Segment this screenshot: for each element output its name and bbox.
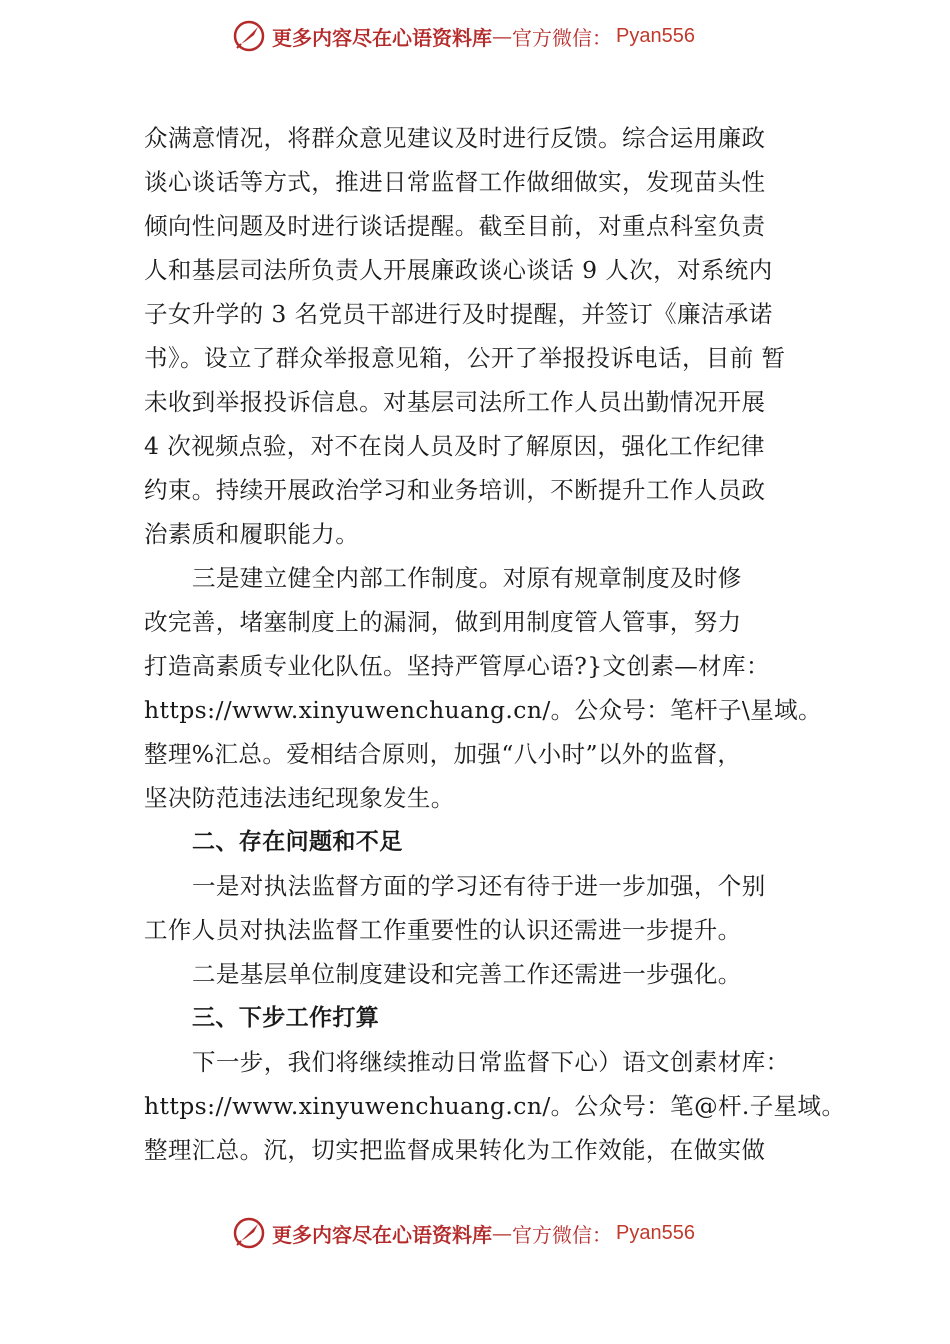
banner-dash: — <box>492 24 512 48</box>
paragraph-line: 治素质和履职能力。 <box>144 520 360 548</box>
banner-wechat-id: Pyan556 <box>616 1221 695 1244</box>
banner-wechat-id: Pyan556 <box>616 24 695 47</box>
header-watermark-banner <box>232 16 752 56</box>
paragraph-line: 三是建立健全内部工作制度。对原有规章制度及时修 <box>192 564 742 592</box>
paragraph-line: 二是基层单位制度建设和完善工作还需进一步强化。 <box>192 960 742 988</box>
banner-brand-text: 更多内容尽在心语资料库 <box>272 1222 492 1247</box>
paragraph-line: 打造高素质专业化队伍。坚持严管厚心语?}文创素—材库： <box>144 652 770 680</box>
paragraph-line: 未收到举报投诉信息。对基层司法所工作人员出勤情况开展 <box>144 388 766 416</box>
section-heading: 二、存在问题和不足 <box>192 829 403 855</box>
paragraph-line: 人和基层司法所负责人开展廉政谈心谈话 9 人次，对系统内 <box>144 256 773 284</box>
banner-wechat-label: 官方微信： <box>512 25 612 50</box>
paragraph-line: 子女升学的 3 名党员干部进行及时提醒，并签订《廉洁承诺 <box>144 300 773 328</box>
paragraph-line: 众满意情况，将群众意见建议及时进行反馈。综合运用廉政 <box>144 124 766 152</box>
paragraph-line: 改完善，堵塞制度上的漏洞，做到用制度管人管事，努力 <box>144 608 742 636</box>
paragraph-line: 谈心谈话等方式，推进日常监督工作做细做实，发现苗头性 <box>144 168 766 196</box>
document-body <box>144 116 846 1172</box>
paragraph-line: 一是对执法监督方面的学习还有待于进一步加强，个别 <box>192 872 766 900</box>
banner-brand-text: 更多内容尽在心语资料库 <box>272 25 492 50</box>
paragraph-line: 工作人员对执法监督工作重要性的认识还需进一步提升。 <box>144 916 742 944</box>
quill-logo-icon <box>232 19 266 53</box>
paragraph-line: 坚决防范违法违纪现象发生。 <box>144 784 455 812</box>
section-heading: 三、下步工作打算 <box>192 1005 380 1031</box>
quill-logo-icon <box>232 1216 266 1250</box>
paragraph-line: 书》。设立了群众举报意见箱，公开了举报投诉电话，目前 暂 <box>144 344 786 372</box>
paragraph-line: 整理%汇总。爱相结合原则，加强“八小时”以外的监督， <box>144 740 742 768</box>
banner-wechat-label: 官方微信： <box>512 1222 612 1247</box>
paragraph-line: 倾向性问题及时进行谈话提醒。截至目前，对重点科室负责 <box>144 212 766 240</box>
paragraph-line: https://www.xinyuwenchuang.cn/。公众号：笔杆子\星域。 <box>144 696 822 724</box>
paragraph-line: 约束。持续开展政治学习和业务培训，不断提升工作人员政 <box>144 476 766 504</box>
banner-dash: — <box>492 1221 512 1245</box>
paragraph-line: 下一步，我们将继续推动日常监督下心）语文创素材库： <box>192 1048 790 1076</box>
footer-watermark-banner <box>232 1213 752 1253</box>
paragraph-line: 4 次视频点验，对不在岗人员及时了解原因，强化工作纪律 <box>144 432 765 460</box>
paragraph-line: https://www.xinyuwenchuang.cn/。公众号：笔@杆.子星域。 <box>144 1092 846 1120</box>
paragraph-line: 整理汇总。沉，切实把监督成果转化为工作效能，在做实做 <box>144 1136 766 1164</box>
